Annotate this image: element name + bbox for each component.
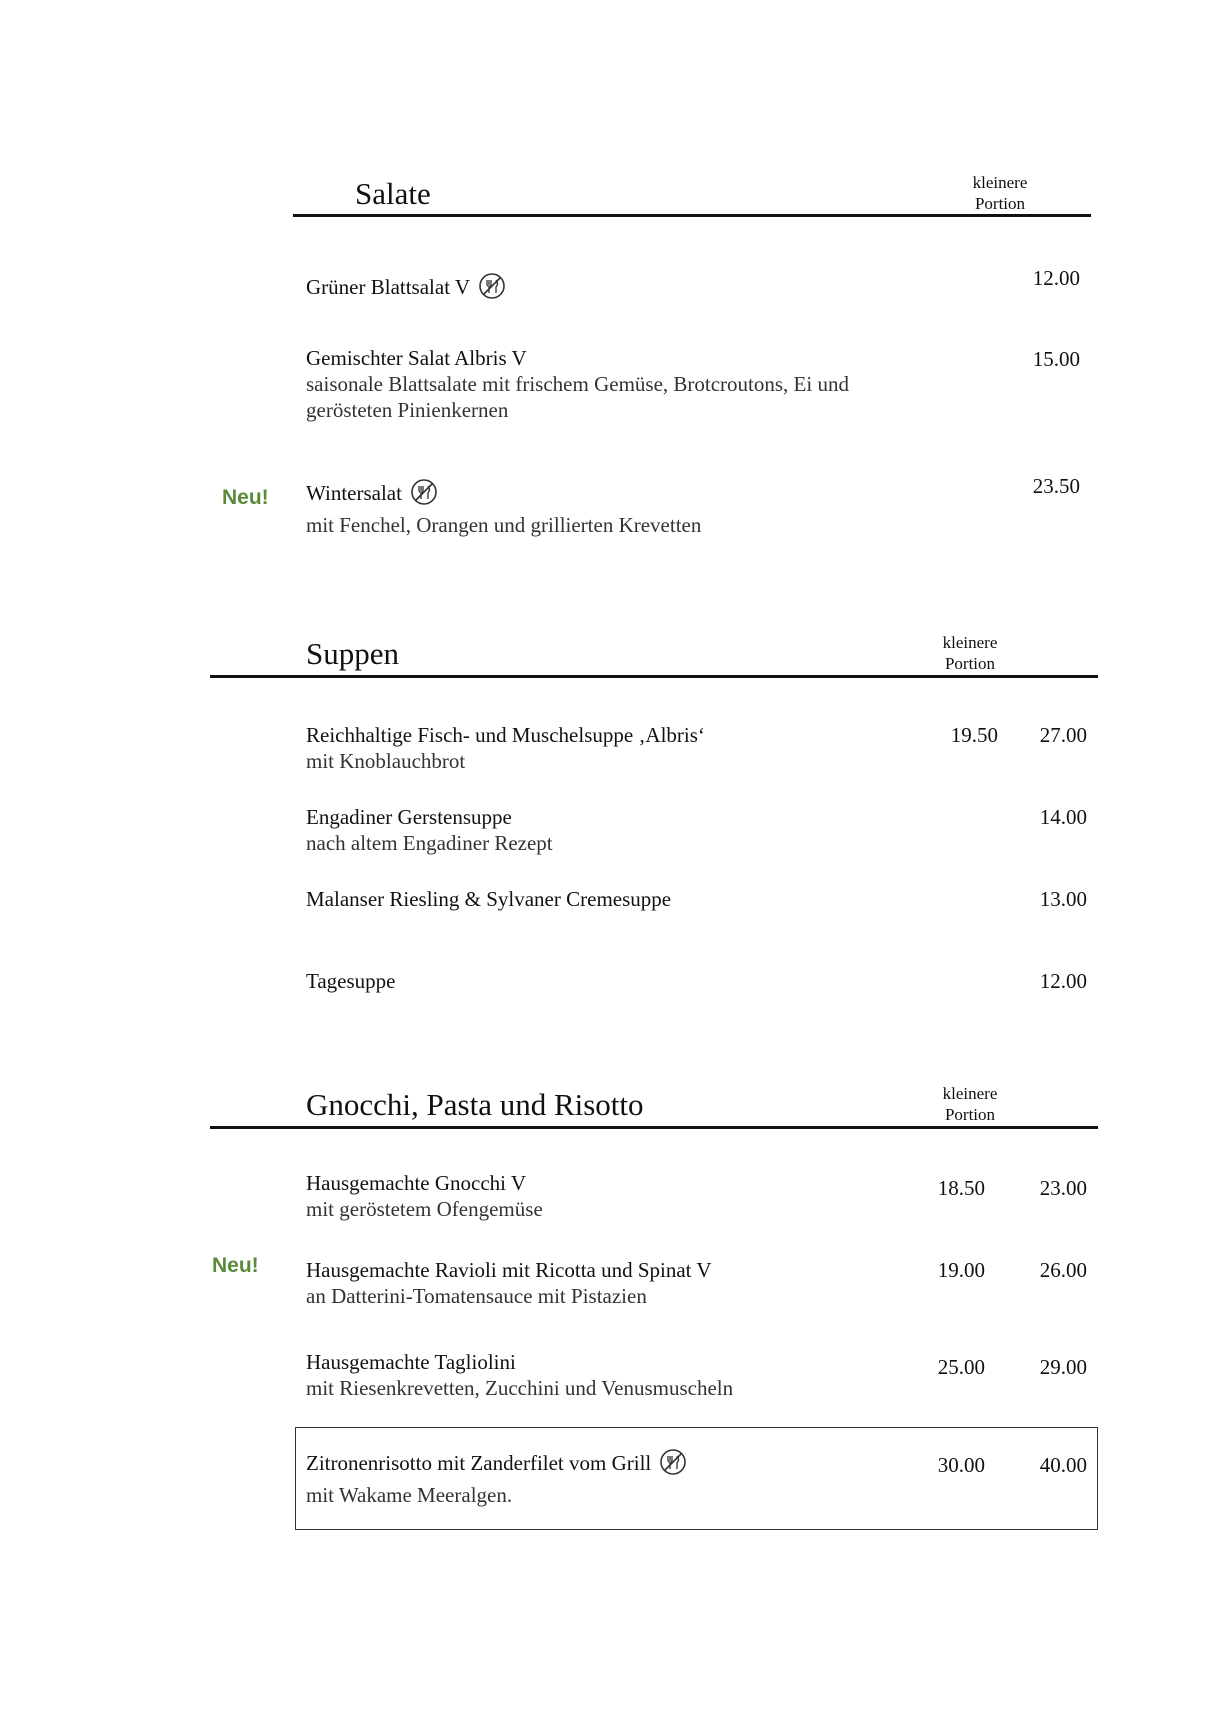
item-description: mit Fenchel, Orangen und grillierten Krevetten (306, 513, 702, 537)
portion-header-suppen (920, 632, 1020, 674)
menu-item-ravioli (306, 1258, 712, 1309)
portion-header-pasta (920, 1083, 1020, 1125)
menu-item-tagliolini (306, 1350, 733, 1401)
menu-item-wintersalat (306, 478, 701, 538)
item-name: Hausgemachte Ravioli mit Ricotta und Spinat V (306, 1258, 712, 1282)
item-price: 13.00 (1039, 887, 1087, 911)
section-rule-suppen (210, 675, 1098, 678)
item-description: mit geröstetem Ofengemüse (306, 1197, 543, 1221)
item-price: 29.00 (1039, 1355, 1087, 1379)
item-name: Gemischter Salat Albris V (306, 346, 527, 370)
item-description: gerösteten Pinienkernen (306, 398, 509, 422)
section-title-salate: Salate (355, 176, 431, 211)
item-name: Engadiner Gerstensuppe (306, 805, 512, 829)
menu-item-gruener-blattsalat (306, 272, 506, 306)
section-title-pasta: Gnocchi, Pasta und Risotto (306, 1087, 644, 1122)
no-fork-icon (478, 272, 506, 306)
item-price-small: 19.00 (937, 1258, 985, 1282)
item-name: Zitronenrisotto mit Zanderfilet vom Grill (306, 1450, 652, 1475)
menu-item-cremesuppe (306, 887, 671, 912)
item-price: 23.00 (1039, 1176, 1087, 1200)
item-name: Hausgemachte Tagliolini (306, 1350, 516, 1374)
item-price: 12.00 (1039, 969, 1087, 993)
menu-item-zitronenrisotto (306, 1448, 687, 1508)
new-badge: Neu! (222, 486, 269, 509)
item-price: 14.00 (1039, 805, 1087, 829)
new-badge: Neu! (212, 1254, 259, 1277)
item-name: Wintersalat (306, 480, 402, 505)
item-price: 15.00 (1032, 347, 1080, 371)
item-name: Tagesuppe (306, 969, 396, 993)
section-rule-pasta (210, 1126, 1098, 1129)
menu-item-fischsuppe (306, 723, 705, 774)
item-price: 23.50 (1032, 474, 1080, 498)
section-rule-salate (293, 214, 1091, 217)
portion-header-line: kleinere (942, 633, 998, 652)
item-price: 27.00 (1039, 723, 1087, 747)
portion-header-line: Portion (944, 1105, 996, 1124)
menu-item-gnocchi (306, 1171, 543, 1222)
item-price-small: 25.00 (937, 1355, 985, 1379)
item-price: 40.00 (1039, 1453, 1087, 1477)
item-description: an Datterini-Tomatensauce mit Pistazien (306, 1284, 647, 1308)
item-name-row (306, 478, 701, 512)
section-title-suppen: Suppen (306, 636, 399, 671)
item-price: 26.00 (1039, 1258, 1087, 1282)
portion-header-line: Portion (974, 194, 1026, 213)
item-description: saisonale Blattsalate mit frischem Gemüse, Brotcroutons, Ei und (306, 372, 849, 396)
portion-header-salate (950, 172, 1050, 214)
item-description: nach altem Engadiner Rezept (306, 831, 553, 855)
menu-item-tagesuppe (306, 969, 396, 994)
item-description: mit Knoblauchbrot (306, 749, 466, 773)
no-fork-icon (659, 1448, 687, 1482)
item-name: Reichhaltige Fisch- und Muschelsuppe ‚Albris‘ (306, 723, 705, 747)
no-fork-icon (410, 478, 438, 512)
item-price-small: 18.50 (937, 1176, 985, 1200)
item-name: Grüner Blattsalat V (306, 274, 471, 299)
item-description: mit Riesenkrevetten, Zucchini und Venusmuscheln (306, 1376, 734, 1400)
item-price-small: 19.50 (950, 723, 998, 747)
menu-item-gemischter-salat (306, 346, 849, 423)
portion-header-line: kleinere (972, 173, 1028, 192)
item-price-small: 30.00 (937, 1453, 985, 1477)
item-name: Malanser Riesling & Sylvaner Cremesuppe (306, 887, 672, 911)
portion-header-line: kleinere (942, 1084, 998, 1103)
item-name-row (306, 1448, 687, 1482)
menu-item-gerstensuppe (306, 805, 553, 856)
item-name: Hausgemachte Gnocchi V (306, 1171, 527, 1195)
item-price: 12.00 (1032, 266, 1080, 290)
item-description: mit Wakame Meeralgen. (306, 1483, 513, 1507)
portion-header-line: Portion (944, 654, 996, 673)
